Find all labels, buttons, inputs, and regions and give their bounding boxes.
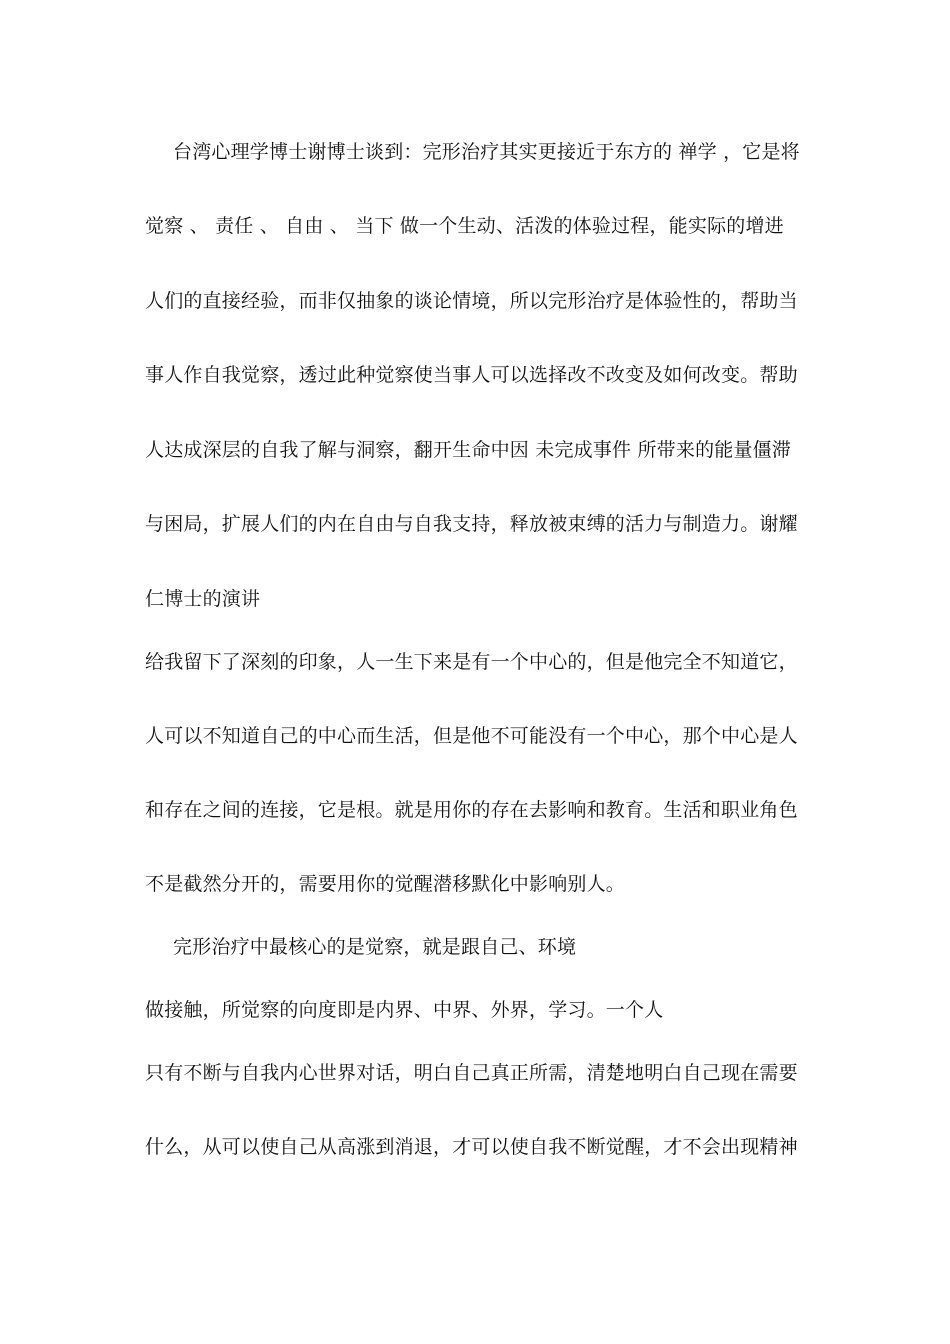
text-line-12: 完形治疗中最核心的是觉察，就是跟自己、环境 [173,936,577,958]
text-line-10: 和存在之间的连接，它是根。就是用你的存在去影响和教育。生活和职业角色 [145,799,798,821]
text-line-11: 不是截然分开的，需要用你的觉醒潜移默化中影响别人。 [145,873,626,895]
text-line-5: 人达成深层的自我了解与洞察，翻开生命中因 未完成事件 所带来的能量僵滞 [145,439,792,461]
text-line-2: 觉察 、 责任 、 自由 、 当下 做一个生动、活泼的体验过程，能实际的增进 [145,215,784,237]
text-line-3: 人们的直接经验，而非仅抽象的谈论情境，所以完形治疗是体验性的，帮助当 [145,290,798,312]
text-line-6: 与困局，扩展人们的内在自由与自我支持，释放被束缚的活力与制造力。谢耀 [145,513,798,535]
text-line-14: 只有不断与自我内心世界对话，明白自己真正所需，清楚地明白自己现在需要 [145,1062,798,1084]
text-line-1: 台湾心理学博士谢博士谈到：完形治疗其实更接近于东方的 禅学 ，它是将 [173,141,800,163]
text-line-13: 做接触，所觉察的向度即是内界、中界、外界，学习。一个人 [145,999,664,1021]
text-line-7: 仁博士的演讲 [145,588,261,610]
text-line-15: 什么，从可以使自己从高涨到消退，才可以使自我不断觉醒，才不会出现精神 [145,1136,798,1158]
text-line-4: 事人作自我觉察，透过此种觉察使当事人可以选择改不改变及如何改变。帮助 [145,364,798,386]
text-line-9: 人可以不知道自己的中心而生活，但是他不可能没有一个中心，那个中心是人 [145,725,798,747]
text-line-8: 给我留下了深刻的印象，人一生下来是有一个中心的，但是他完全不知道它， [145,651,798,673]
